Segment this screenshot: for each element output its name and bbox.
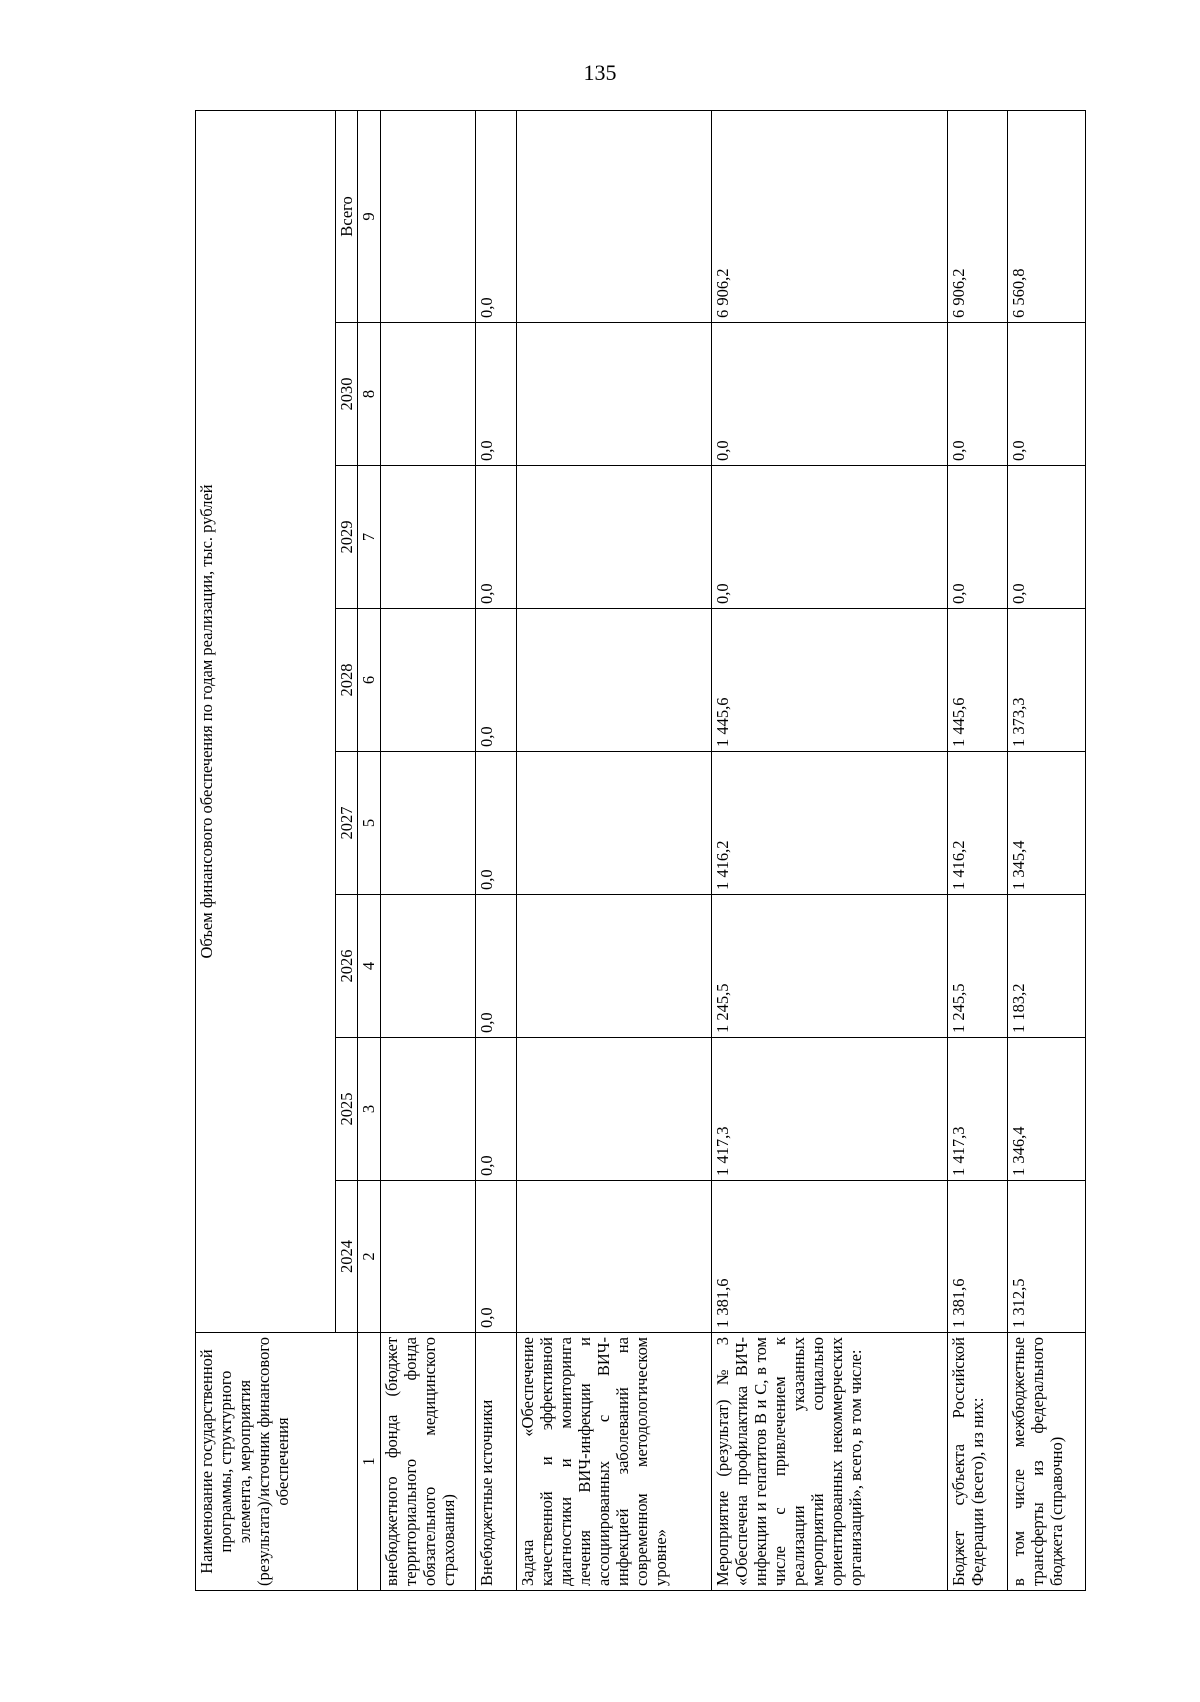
value-cell: 6 906,2: [711, 110, 947, 322]
value-cell: [380, 1038, 475, 1181]
value-cell: 1 417,3: [948, 1038, 1008, 1181]
table-row: [380, 110, 475, 1590]
value-cell: [380, 895, 475, 1038]
value-cell: [516, 466, 711, 609]
value-cell: 0,0: [475, 752, 516, 895]
row-name-cell: Внебюджетные источники: [475, 1333, 516, 1591]
value-cell: 1 416,2: [948, 752, 1008, 895]
row-name-cell: Бюджет субъекта Российской Федерации (всего), из них:: [948, 1333, 1008, 1591]
table-row: [711, 110, 947, 1590]
column-number-cell: 7: [358, 466, 381, 609]
column-number-cell: 2: [358, 1181, 381, 1333]
value-cell: 1 381,6: [948, 1181, 1008, 1333]
table-row: [1007, 110, 1085, 1590]
value-cell: 1 417,3: [711, 1038, 947, 1181]
value-cell: [516, 895, 711, 1038]
year-cell: 2029: [335, 466, 358, 609]
value-cell: 1 416,2: [711, 752, 947, 895]
value-cell: 0,0: [475, 466, 516, 609]
value-cell: 1 445,6: [711, 609, 947, 752]
value-cell: 1 312,5: [1007, 1181, 1085, 1333]
row-name-cell: Задача «Обеспечение качественной и эффективной диагностики и мониторинга лечения ВИЧ-инфекции и ассоциированных с ВИЧ-инфекцией заболеваний на современном методологическом уровне»: [516, 1333, 711, 1591]
value-cell: 1 381,6: [711, 1181, 947, 1333]
value-cell: [516, 1038, 711, 1181]
year-cell: 2027: [335, 752, 358, 895]
value-cell: 6 906,2: [948, 110, 1008, 322]
column-numbers-row: [358, 110, 381, 1590]
value-cell: 1 346,4: [1007, 1038, 1085, 1181]
value-cell: 0,0: [475, 1181, 516, 1333]
value-cell: 1 445,6: [948, 609, 1008, 752]
value-cell: 0,0: [711, 466, 947, 609]
column-number-cell: 9: [358, 110, 381, 322]
rotated-table-container: [195, 111, 1086, 1591]
value-cell: 1 245,5: [948, 895, 1008, 1038]
header-row: [196, 110, 336, 1590]
header-name-cell: Наименование государственной программы, структурного элемента, мероприятия (результата)/источник финансового обеспечения: [196, 1333, 358, 1591]
value-cell: [516, 323, 711, 466]
column-number-cell: 8: [358, 323, 381, 466]
value-cell: 0,0: [475, 110, 516, 322]
value-cell: [380, 466, 475, 609]
value-cell: [380, 752, 475, 895]
value-cell: [516, 609, 711, 752]
value-cell: 6 560,8: [1007, 110, 1085, 322]
year-cell: 2028: [335, 609, 358, 752]
value-cell: 0,0: [475, 323, 516, 466]
column-number-cell: 6: [358, 609, 381, 752]
financing-table: [195, 110, 1086, 1591]
value-cell: 0,0: [948, 466, 1008, 609]
table-row: [948, 110, 1008, 1590]
row-name-cell: в том числе межбюджетные трансферты из федерального бюджета (справочно): [1007, 1333, 1085, 1591]
year-cell: 2026: [335, 895, 358, 1038]
value-cell: 0,0: [475, 1038, 516, 1181]
table-row: [516, 110, 711, 1590]
value-cell: 0,0: [1007, 466, 1085, 609]
year-cell: 2025: [335, 1038, 358, 1181]
page-number: 135: [583, 60, 617, 85]
value-cell: 0,0: [711, 323, 947, 466]
row-name-cell: Мероприятие (результат) № 3 «Обеспечена профилактика ВИЧ-инфекции и гепатитов В и С, в том числе с привлечением к реализации указанных мероприятий социально ориентированных некоммерческих организаций», всего, в том числе:: [711, 1333, 947, 1591]
year-cell: 2030: [335, 323, 358, 466]
value-cell: 0,0: [475, 609, 516, 752]
column-number-cell: 5: [358, 752, 381, 895]
value-cell: [380, 110, 475, 322]
value-cell: [380, 323, 475, 466]
value-cell: 1 183,2: [1007, 895, 1085, 1038]
value-cell: [380, 609, 475, 752]
value-cell: 1 245,5: [711, 895, 947, 1038]
year-cell: 2024: [335, 1181, 358, 1333]
row-name-cell: внебюджетного фонда (бюджет территориального фонда обязательного медицинского страхования): [380, 1333, 475, 1591]
value-cell: 1 345,4: [1007, 752, 1085, 895]
table-row: [475, 110, 516, 1590]
value-cell: [516, 110, 711, 322]
value-cell: [516, 752, 711, 895]
column-number-cell: 4: [358, 895, 381, 1038]
value-cell: [516, 1181, 711, 1333]
value-cell: 0,0: [948, 323, 1008, 466]
value-cell: [380, 1181, 475, 1333]
year-cell: Всего: [335, 110, 358, 322]
value-cell: 0,0: [1007, 323, 1085, 466]
column-number-cell: 3: [358, 1038, 381, 1181]
column-number-cell: 1: [358, 1333, 381, 1591]
header-volume-cell: Объем финансового обеспечения по годам реализации, тыс. рублей: [196, 110, 336, 1332]
value-cell: 1 373,3: [1007, 609, 1085, 752]
value-cell: 0,0: [475, 895, 516, 1038]
